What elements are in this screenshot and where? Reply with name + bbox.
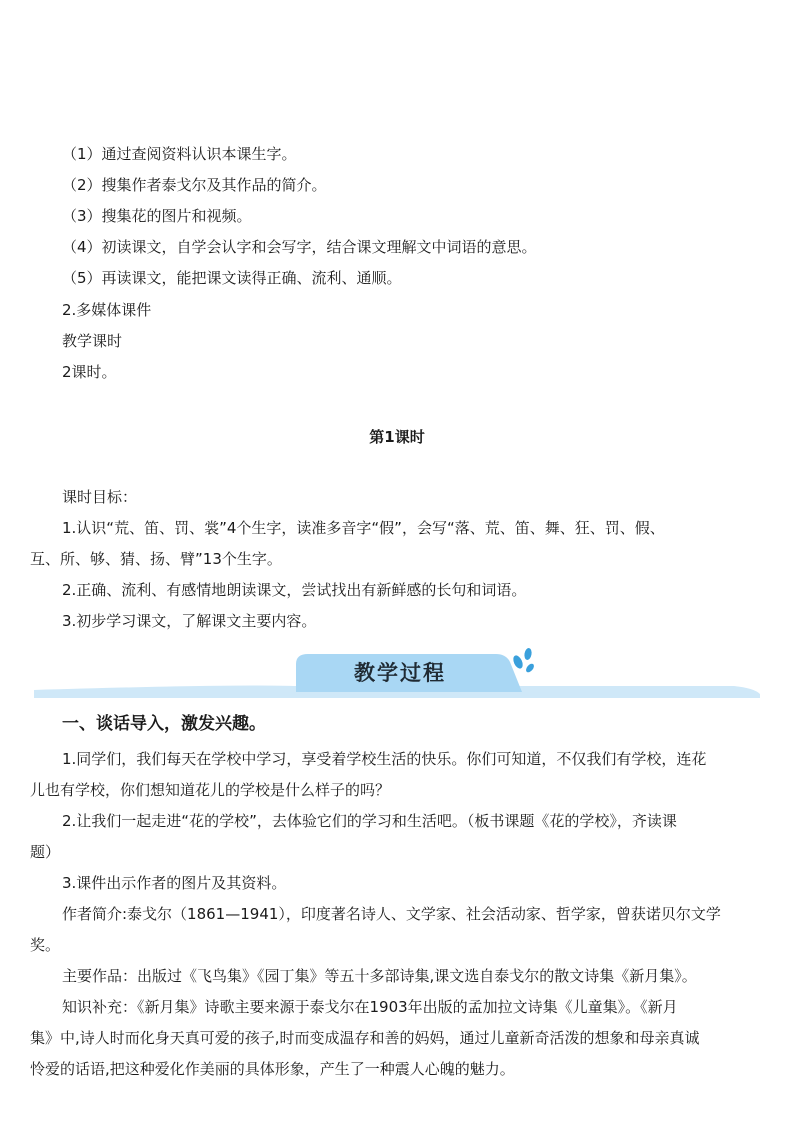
knowledge-line-2: 集》中,诗人时而化身天真可爱的孩子,时而变成温存和善的妈妈，通过儿童新奇活泼的想象和母亲真诚	[30, 1029, 700, 1047]
prep-item-2: （2）搜集作者泰戈尔及其作品的简介。	[62, 176, 327, 194]
objective-2: 2.正确、流利、有感情地朗读课文，尝试找出有新鲜感的长句和词语。	[62, 581, 527, 599]
objective-3: 3.初步学习课文，了解课文主要内容。	[62, 612, 317, 630]
objective-1-line-2: 互、所、够、猜、扬、臂”13个生字。	[30, 550, 282, 568]
para-2-line-1: 2.让我们一起走进“花的学校”，去体验它们的学习和生活吧。（板书课题《花的学校》，齐读课	[62, 812, 677, 830]
prep-item-4: （4）初读课文，自学会认字和会写字，结合课文理解文中词语的意思。	[62, 238, 537, 256]
para-1-line-1: 1.同学们，我们每天在学校中学习，享受着学校生活的快乐。你们可知道，不仅我们有学校，连花	[62, 750, 707, 768]
para-2-line-2: 题）	[30, 843, 61, 861]
banner-title: 教学过程	[354, 661, 446, 685]
prep-item-5: （5）再读课文，能把课文读得正确、流利、通顺。	[62, 269, 402, 287]
teaching-hours-label: 教学课时	[62, 332, 123, 350]
author-intro-line-1: 作者简介:泰戈尔（1861—1941），印度著名诗人、文学家、社会活动家、哲学家，曾获诺贝尔文学	[62, 905, 721, 923]
lesson-title: 第1课时	[369, 428, 425, 446]
author-intro-line-2: 奖。	[30, 936, 61, 954]
prep-item-3: （3）搜集花的图片和视频。	[62, 207, 252, 225]
section-heading: 一、谈话导入，激发兴趣。	[62, 714, 266, 734]
water-drops-icon	[511, 647, 535, 673]
knowledge-line-3: 怜爱的话语,把这种爱化作美丽的具体形象，产生了一种震人心魄的魅力。	[30, 1060, 515, 1078]
objective-1-line-1: 1.认识“荒、笛、罚、裳”4个生字，读准多音字“假”，会写“落、荒、笛、舞、狂、罚、假、	[62, 519, 665, 537]
para-1-line-2: 儿也有学校，你们想知道花儿的学校是什么样子的吗？	[30, 781, 391, 799]
courseware-line: 2.多媒体课件	[62, 301, 152, 319]
teaching-hours-value: 2课时。	[62, 363, 117, 381]
knowledge-line-1: 知识补充：《新月集》诗歌主要来源于泰戈尔在1903年出版的孟加拉文诗集《儿童集》。《新月	[62, 998, 678, 1016]
para-3: 3.课件出示作者的图片及其资料。	[62, 874, 287, 892]
main-works: 主要作品：出版过《飞鸟集》《园丁集》等五十多部诗集,课文选自泰戈尔的散文诗集《新月集》。	[62, 967, 697, 985]
objectives-label: 课时目标：	[62, 488, 138, 506]
prep-item-1: （1）通过查阅资料认识本课生字。	[62, 145, 297, 163]
